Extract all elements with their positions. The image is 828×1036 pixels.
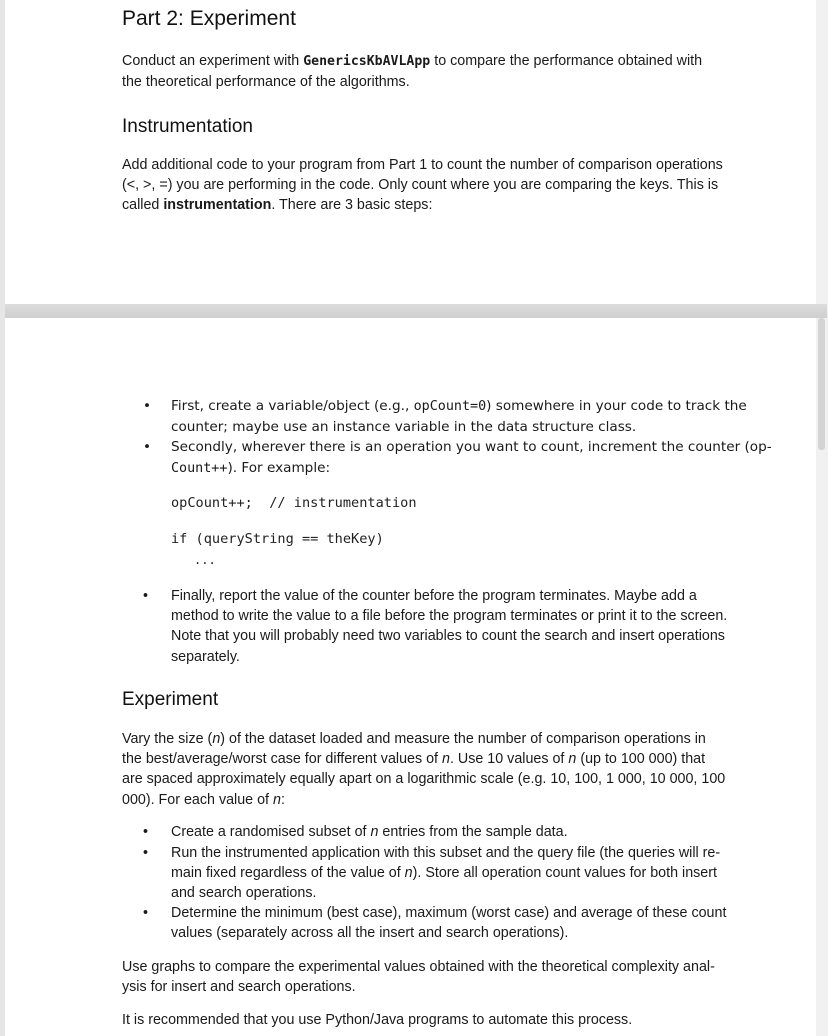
- exp-b1-b: entries from the sample data.: [378, 824, 568, 840]
- viewer-scroll-thumb[interactable]: [818, 318, 825, 450]
- exp-p1-l1-a: Vary the size (: [122, 731, 213, 747]
- bullet-3: •: [143, 588, 149, 604]
- exp-p1-l2-a: the best/average/worst case for different values of: [122, 751, 443, 768]
- step1-line-2: counter; maybe use an instance variable in the data structure class.: [171, 419, 637, 435]
- instrumentation-line-1: Add additional code to your program from Part 1 to count the number of comparison operations: [122, 157, 723, 173]
- exp-b2-line-2: [171, 863, 811, 883]
- instrumentation-line-3-pre: called: [122, 197, 164, 214]
- document-page-1: [5, 0, 816, 304]
- bullet-2: •: [143, 439, 152, 455]
- step1-code: opCount=0: [413, 399, 487, 414]
- instrumentation-bold-term: instrumentation: [163, 197, 272, 214]
- step3-line-4: separately.: [171, 648, 240, 665]
- experiment-paragraph-3: It is recommended that you use Python/Java programs to automate this process.: [122, 1012, 633, 1028]
- experiment-paragraph-1: [122, 729, 812, 810]
- instrumentation-line-3: [122, 195, 802, 215]
- viewer-scroll-track[interactable]: [816, 0, 828, 1036]
- step3-line-3: Note that you will probably need two variables to count the search and insert operations: [171, 628, 725, 645]
- step2-post: ). For example:: [227, 460, 331, 476]
- exp-b1-a: Create a randomised subset of: [171, 824, 371, 840]
- code-example-line-2: if (queryString == theKey): [171, 531, 384, 547]
- step-list-item-1: [143, 396, 811, 438]
- step3-line-2: method to write the value to a file before the program terminates or print it to the screen.: [171, 608, 728, 625]
- step2-line-2: [171, 458, 811, 479]
- exp-b1-n: n: [370, 824, 379, 840]
- step-list-item-2: [143, 437, 811, 479]
- intro-line-2: the theoretical performance of the algorithms.: [122, 74, 410, 91]
- exp-p1-l2-c: (up to 100 000) that: [576, 751, 706, 768]
- heading-instrumentation: Instrumentation: [122, 116, 253, 137]
- exp-bullet-3: •: [143, 905, 149, 921]
- instrumentation-paragraph: [122, 155, 802, 216]
- exp-p1-l2-n2: n: [568, 751, 577, 768]
- exp-b3-line-1: Determine the minimum (best case), maximum (worst case) and average of these count: [171, 905, 727, 921]
- exp-p1-line-1: [122, 729, 812, 749]
- exp-b3-line-2: values (separately across all the insert and search operations).: [171, 925, 569, 942]
- exp-b1-line: [171, 822, 811, 842]
- instrumentation-line-2: (<, >, =) you are performing in the code. Only count where you are comparing the keys. This is: [122, 177, 719, 194]
- app-name-code: GenericsKbAVLApp: [303, 54, 431, 69]
- step3-line-1: Finally, report the value of the counter before the program terminates. Maybe add a: [171, 588, 697, 604]
- exp-p1-line-4: [122, 790, 812, 810]
- exp-p1-l4-b: :: [280, 791, 285, 808]
- step-list-item-3: [143, 586, 811, 667]
- exp-p1-l1-b: ) of the dataset loaded and measure the number of comparison operations in: [220, 731, 706, 747]
- exp-p1-line-3: are spaced approximately equally apart on a logarithmic scale (e.g. 10, 100, 1 000, 10 000, 100: [122, 771, 726, 788]
- experiment-list-item-1: [143, 822, 811, 842]
- exp-p2-line-2: ysis for insert and search operations.: [122, 979, 356, 996]
- code-example-ellipsis: ...: [194, 553, 216, 567]
- exp-b2-line-1: Run the instrumented application with this subset and the query file (the queries will re-: [171, 845, 721, 861]
- step2-code: Count++: [171, 461, 228, 476]
- experiment-list-item-3: [143, 903, 811, 943]
- exp-b2-line-3: and search operations.: [171, 885, 317, 902]
- experiment-list-item-2: [143, 843, 811, 904]
- intro-text-pre: Conduct an experiment with: [122, 53, 304, 69]
- exp-p1-l4-n: n: [273, 791, 281, 808]
- exp-bullet-2: •: [143, 845, 149, 861]
- exp-p2-line-1: Use graphs to compare the experimental values obtained with the theoretical complexity anal-: [122, 959, 715, 975]
- step1-post: ) somewhere in your code to track the: [486, 398, 747, 414]
- step2-line-1: Secondly, wherever there is an operation you want to count, increment the counter (op-: [171, 439, 772, 455]
- code-example-line-1: opCount++; // instrumentation: [171, 495, 417, 511]
- experiment-paragraph-2: [122, 957, 812, 997]
- exp-p1-l2-n: n: [442, 751, 450, 768]
- heading-experiment: Experiment: [122, 689, 219, 710]
- exp-b2-l2-n: n: [404, 865, 413, 882]
- exp-b2-l2-a: main fixed regardless of the value of: [171, 865, 405, 882]
- intro-line-1: [122, 51, 802, 72]
- exp-p1-l2-b: . Use 10 values of: [449, 751, 569, 768]
- instrumentation-line-3-post: . There are 3 basic steps:: [271, 197, 433, 214]
- step1-pre: First, create a variable/object (e.g.,: [171, 398, 414, 414]
- exp-p1-l4-a: 000). For each value of: [122, 791, 273, 808]
- exp-b2-l2-b: ). Store all operation count values for both insert: [412, 865, 717, 882]
- exp-p1-line-2: [122, 749, 812, 769]
- document-page-2: [5, 318, 816, 1036]
- bullet-1: •: [143, 398, 152, 414]
- page-gap: [5, 304, 827, 318]
- intro-paragraph: [122, 51, 802, 92]
- intro-text-post: to compare the performance obtained with: [430, 53, 703, 69]
- exp-p1-l1-n: n: [212, 731, 221, 747]
- exp-bullet-1: •: [143, 824, 149, 840]
- section-title-part2: Part 2: Experiment: [122, 7, 296, 30]
- step1-line-1: [171, 396, 811, 417]
